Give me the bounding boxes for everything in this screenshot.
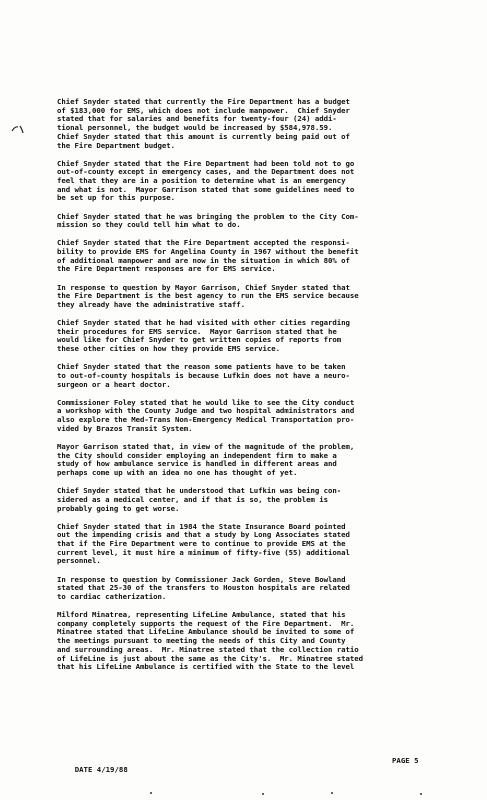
paragraph-insurance-board: Chief Snyder stated that in 1984 the State Insurance Board pointed out the impending crisis and that a study by Long Associates stated that if the Fire Department were to continue to provide EMS at the current level, it must hire a minimum of fifty-five (55) additional personnel. [57, 521, 350, 566]
scan-speck [331, 792, 333, 794]
paragraph-lifeline: Milford Minatrea, representing LifeLine Ambulance, stated that his company completely supports the request of the Fire Department. Mr. Minatree stated that LifeLine Ambulance should be invited to some of the meetings pursuant to meeting the needs of this City and County and surrounding areas. Mr. Minatree stated that the collection ratio of LifeLine is just about the same as the City's. Mr. Minatree stated that his LifeLine Ambulance is certified with the State to the level [57, 610, 363, 672]
footer-page-number: PAGE 5 [392, 756, 419, 765]
scan-speck [262, 793, 264, 795]
paragraph-out-of-county: Chief Snyder stated that the Fire Department had been told not to go out-of-county except in emergency cases, and the Department does not feel that they are in a position to determine what is an emergency and what is not. Mayor Garrison stated that some guidelines need to be set up for this purpose. [57, 158, 355, 203]
page-footer [57, 756, 457, 792]
paragraph-out-of-county-hospitals: Chief Snyder stated that the reason some patients have to be taken to out-of-county hospitals is because Lufkin does not have a neuro- surgeon or a heart doctor. [57, 362, 350, 389]
footer-date: DATE 4/19/88 [74, 765, 128, 774]
paragraph-ems-responsibility: Chief Snyder stated that the Fire Department accepted the responsi- bility to provide EMS for Angelina County in 1967 without the benefit of additional manpower and are now in the situation in which 80% of the Fire Department responses are for EMS service. [57, 238, 359, 274]
scan-speck [420, 793, 422, 795]
paragraph-best-agency: In response to question by Mayor Garrison, Chief Snyder stated that the Fire Department is the best agency to run the EMS service because they already have the administrative staff. [57, 282, 359, 309]
paragraph-medical-center: Chief Snyder stated that he understood that Lufkin was being con- sidered as a medical center, and if that is so, the problem is probably going to get worse. [57, 486, 342, 513]
paragraph-other-cities: Chief Snyder stated that he had visited with other cities regarding their procedures for EMS service. Mayor Garrison stated that he would like for Chief Snyder to get written copies of reports from these other cities on how they provide EMS service. [57, 318, 350, 354]
document-body [57, 98, 477, 681]
paragraph-independent-study: Mayor Garrison stated that, in view of the magnitude of the problem, the City should consider employing an independent firm to make a study of how ambulance service is handled in different areas and perhaps come up with an idea no one has thought of yet. [57, 441, 355, 478]
paragraph-workshop: Commissioner Foley stated that he would like to see the City conduct a workshop with the County Judge and two hospital administrators and also explore the Med-Trans Non-Emergency Medical Transportation pro- vided by Brazos Transit System. [57, 397, 355, 433]
margin-pen-mark [11, 124, 25, 134]
paragraph-transfers: In response to question by Commissioner Jack Gorden, Steve Bowland stated that 25-30 of the transfers to Houston hospitals are related to cardiac catherization. [57, 574, 350, 601]
paragraph-fire-budget: Chief Snyder stated that currently the Fire Department has a budget of $183,000 for EMS, which does not include manpower. Chief Snyder stated that for salaries and benefits for twenty-four (24) addi- tional personnel, the budget would be increased by $584,978.59. Chief Snyder stated that this amount is currently being paid out of the Fire Department budget. [57, 97, 350, 150]
scan-speck [150, 792, 152, 794]
paragraph-city-commission: Chief Snyder stated that he was bringing the problem to the City Com- mission so they could tell him what to do. [57, 211, 359, 230]
